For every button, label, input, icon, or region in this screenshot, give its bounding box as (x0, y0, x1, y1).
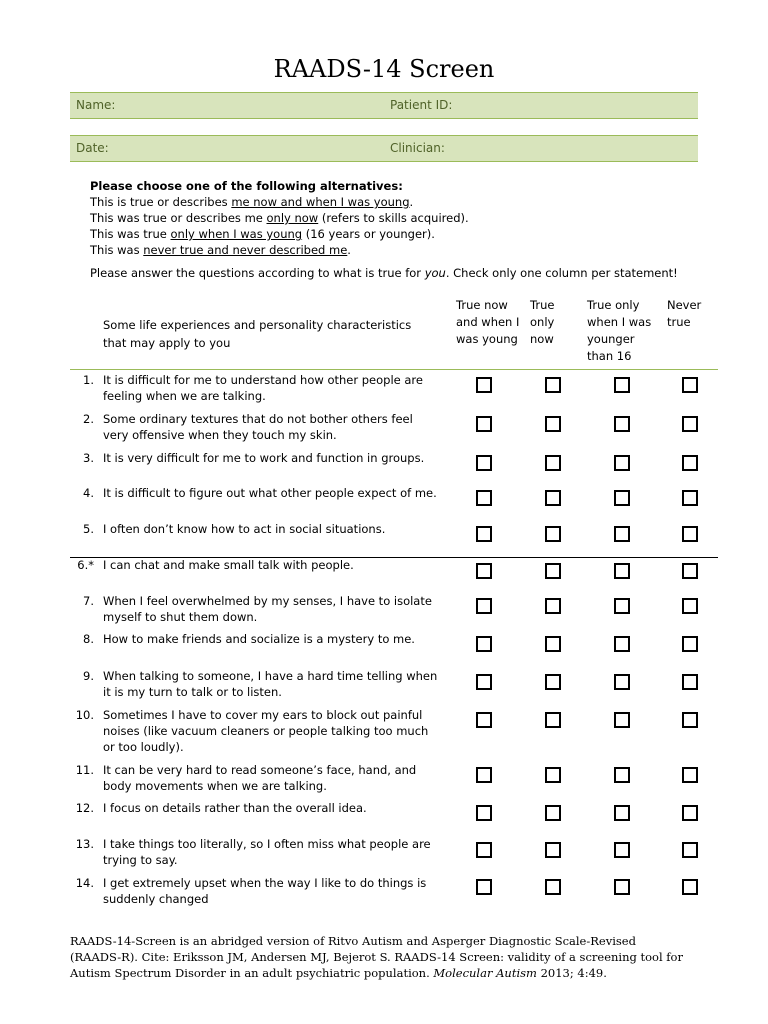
checkbox-true-only-young[interactable] (614, 674, 630, 690)
instruction-option-4: This was never true and never described me. (90, 243, 351, 257)
checkbox-true-now-and-young[interactable] (476, 767, 492, 783)
checkbox-true-only-now[interactable] (545, 416, 561, 432)
checkbox-true-only-young[interactable] (614, 490, 630, 506)
instruction-option-1: This is true or describes me now and when I was young. (90, 195, 414, 209)
checkbox-true-only-young[interactable] (614, 416, 630, 432)
question-text (103, 668, 448, 700)
question-text (103, 631, 448, 647)
checkbox-true-only-young[interactable] (614, 526, 630, 542)
checkbox-true-only-young[interactable] (614, 636, 630, 652)
question-text-line: I focus on details rather than the overall idea. (103, 801, 367, 815)
question-text-line: trying to say. (103, 853, 178, 867)
checkbox-true-now-and-young[interactable] (476, 842, 492, 858)
question-text-line: it is my turn to talk or to listen. (103, 685, 282, 699)
checkbox-never-true[interactable] (682, 712, 698, 728)
question-number: 1. (83, 373, 94, 387)
question-text (103, 875, 448, 907)
checkbox-true-only-now[interactable] (545, 636, 561, 652)
checkbox-true-only-young[interactable] (614, 563, 630, 579)
question-text (103, 485, 448, 501)
checkbox-true-only-young[interactable] (614, 879, 630, 895)
question-text-line: It is difficult to figure out what other people expect of me. (103, 486, 437, 500)
question-text-line: It is very difficult for me to work and function in groups. (103, 451, 425, 465)
date-field-label: Date: (76, 141, 109, 155)
checkbox-never-true[interactable] (682, 563, 698, 579)
question-text-line: myself to shut them down. (103, 610, 258, 624)
question-text-line: I get extremely upset when the way I like to do things is (103, 876, 427, 890)
page-title: RAADS-14 Screen (273, 55, 495, 83)
question-text (103, 800, 448, 816)
question-text-line: I take things too literally, so I often miss what people are (103, 837, 431, 851)
checkbox-true-only-now[interactable] (545, 674, 561, 690)
question-text-line: suddenly changed (103, 892, 209, 906)
checkbox-true-only-now[interactable] (545, 490, 561, 506)
checkbox-true-now-and-young[interactable] (476, 455, 492, 471)
question-text-line: feeling when we are talking. (103, 389, 266, 403)
clinician-field-label: Clinician: (390, 141, 445, 155)
question-text-line: When talking to someone, I have a hard time telling when (103, 669, 438, 683)
checkbox-true-now-and-young[interactable] (476, 526, 492, 542)
checkbox-true-now-and-young[interactable] (476, 598, 492, 614)
question-text-line: How to make friends and socialize is a mystery to me. (103, 632, 415, 646)
question-text (103, 557, 448, 573)
checkbox-never-true[interactable] (682, 416, 698, 432)
name-field-label: Name: (76, 98, 116, 112)
citation-footer: RAADS-14-Screen is an abridged version of Ritvo Autism and Asperger Diagnostic Scale-Revised (RAADS-R). Cite: Eriksson JM, Andersen MJ, Bejerot S. RAADS-14 Screen: validity of a screening tool for Autism Spectrum Disorder in an adult psychiatric population. Molecular Autism 2013; 4:49. (70, 934, 683, 980)
question-number: 12. (75, 801, 94, 815)
checkbox-true-only-young[interactable] (614, 805, 630, 821)
question-number: 11. (75, 763, 94, 777)
question-text-line: body movements when we are talking. (103, 779, 327, 793)
column-header-true-now-and-young: True now and when I was young (456, 298, 520, 346)
instruction-option-2: This was true or describes me only now (refers to skills acquired). (90, 211, 469, 225)
checkbox-true-only-young[interactable] (614, 377, 630, 393)
checkbox-never-true[interactable] (682, 490, 698, 506)
checkbox-true-only-young[interactable] (614, 712, 630, 728)
question-number: 4. (83, 486, 94, 500)
checkbox-true-only-now[interactable] (545, 377, 561, 393)
question-text (103, 450, 448, 466)
question-text-line: noises (like vacuum cleaners or people talking too much (103, 724, 429, 738)
checkbox-true-only-young[interactable] (614, 455, 630, 471)
checkbox-true-now-and-young[interactable] (476, 563, 492, 579)
checkbox-true-only-now[interactable] (545, 767, 561, 783)
question-number: 10. (75, 708, 94, 722)
checkbox-true-only-now[interactable] (545, 712, 561, 728)
question-text-line: It is difficult for me to understand how other people are (103, 373, 423, 387)
checkbox-true-only-now[interactable] (545, 842, 561, 858)
checkbox-true-only-now[interactable] (545, 805, 561, 821)
checkbox-true-only-now[interactable] (545, 879, 561, 895)
question-text (103, 521, 448, 537)
checkbox-true-now-and-young[interactable] (476, 377, 492, 393)
checkbox-never-true[interactable] (682, 674, 698, 690)
checkbox-true-only-young[interactable] (614, 767, 630, 783)
patient-id-field-label: Patient ID: (390, 98, 453, 112)
checkbox-true-now-and-young[interactable] (476, 416, 492, 432)
question-text (103, 762, 448, 794)
question-text (103, 593, 448, 625)
question-text-line: or too loudly). (103, 740, 184, 754)
question-text-line: very offensive when they touch my skin. (103, 428, 337, 442)
question-number: 13. (75, 837, 94, 851)
question-text (103, 836, 448, 868)
instruction-option-3: This was true only when I was young (16 years or younger). (90, 227, 435, 241)
question-number: 6.* (77, 558, 94, 572)
question-text (103, 372, 448, 404)
question-text (103, 707, 448, 755)
checkbox-true-now-and-young[interactable] (476, 712, 492, 728)
checkbox-true-only-young[interactable] (614, 598, 630, 614)
checkbox-never-true[interactable] (682, 805, 698, 821)
checkbox-never-true[interactable] (682, 598, 698, 614)
checkbox-true-now-and-young[interactable] (476, 674, 492, 690)
question-number: 8. (83, 632, 94, 646)
checkbox-never-true[interactable] (682, 879, 698, 895)
question-text-line: When I feel overwhelmed by my senses, I have to isolate (103, 594, 432, 608)
question-text-line: I often don’t know how to act in social situations. (103, 522, 386, 536)
checkbox-never-true[interactable] (682, 842, 698, 858)
question-text-line: It can be very hard to read someone’s face, hand, and (103, 763, 417, 777)
column-header-true-only-young: True only when I was younger than 16 (587, 298, 652, 363)
field-row-name (70, 92, 698, 119)
question-text-line: Some ordinary textures that do not bother others feel (103, 412, 413, 426)
checkbox-never-true[interactable] (682, 455, 698, 471)
question-number: 14. (75, 876, 94, 890)
question-text-line: I can chat and make small talk with people. (103, 558, 354, 572)
checkbox-never-true[interactable] (682, 526, 698, 542)
column-header-true-only-now: True only now (530, 298, 555, 346)
question-number: 3. (83, 451, 94, 465)
checkbox-true-only-now[interactable] (545, 526, 561, 542)
question-text-line: Sometimes I have to cover my ears to block out painful (103, 708, 423, 722)
checkbox-true-only-young[interactable] (614, 842, 630, 858)
question-number: 2. (83, 412, 94, 426)
question-number: 5. (83, 522, 94, 536)
checkbox-never-true[interactable] (682, 377, 698, 393)
checkbox-true-now-and-young[interactable] (476, 805, 492, 821)
table-header-text: Some life experiences and personality characteristics that may apply to you (103, 318, 412, 350)
field-row-date (70, 135, 698, 162)
column-header-never-true: Never true (667, 298, 702, 329)
checkbox-never-true[interactable] (682, 636, 698, 652)
checkbox-true-now-and-young[interactable] (476, 879, 492, 895)
checkbox-true-now-and-young[interactable] (476, 490, 492, 506)
question-number: 9. (83, 669, 94, 683)
question-text (103, 411, 448, 443)
checkbox-true-only-now[interactable] (545, 563, 561, 579)
checkbox-true-only-now[interactable] (545, 455, 561, 471)
header-divider (70, 369, 718, 370)
answer-instruction: Please answer the questions according to what is true for you. Check only one column per statement! (90, 266, 678, 280)
checkbox-true-only-now[interactable] (545, 598, 561, 614)
checkbox-never-true[interactable] (682, 767, 698, 783)
question-number: 7. (83, 594, 94, 608)
checkbox-true-now-and-young[interactable] (476, 636, 492, 652)
instructions-heading: Please choose one of the following alternatives: (90, 179, 403, 193)
